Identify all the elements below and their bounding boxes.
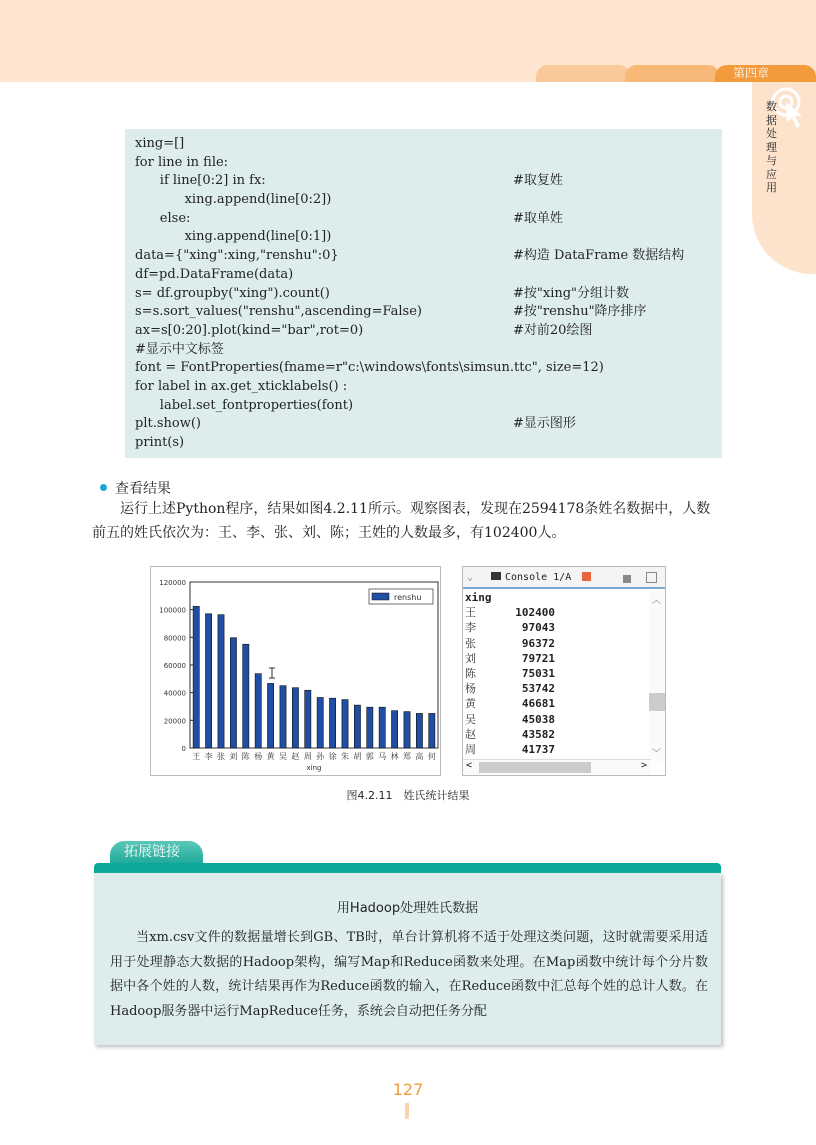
code-block: [125, 129, 722, 458]
x-tick-label: 周: [303, 752, 312, 761]
extension-title: 用Hadoop处理姓氏数据: [336, 901, 479, 916]
code-comment: #取复姓: [513, 173, 563, 189]
surname: 吴: [465, 712, 476, 726]
code-text: xing=[]: [135, 136, 185, 151]
code-comment: #按"renshu"降序排序: [513, 304, 647, 320]
code-line: [135, 210, 712, 229]
y-tick-label: 80000: [163, 634, 186, 643]
y-tick-label: 120000: [159, 579, 186, 587]
console-row: [465, 681, 555, 696]
code-line: [135, 135, 712, 154]
count: 53742: [521, 682, 555, 696]
count: 97043: [521, 621, 555, 635]
section-bullet: [100, 478, 171, 498]
y-tick-label: 100000: [159, 606, 186, 615]
code-text: s=s.sort_values("renshu",ascending=False): [135, 304, 422, 320]
code-text: else:: [135, 210, 191, 226]
surname: 周: [465, 742, 476, 756]
code-line: [135, 172, 712, 191]
code-text: plt.show(): [135, 416, 201, 432]
count: 96372: [521, 636, 555, 650]
bar: [255, 674, 261, 748]
code-comment: #按"xing"分组计数: [513, 285, 630, 301]
console-tab-label: Console 1/A: [505, 572, 572, 583]
console-row: [465, 727, 555, 742]
extension-bar: [94, 863, 721, 873]
surname: 黄: [465, 697, 476, 711]
bar: [379, 707, 385, 748]
code-text: ax=s[0:20].plot(kind="bar",rot=0): [135, 322, 364, 338]
x-tick-label: 郭: [365, 752, 374, 761]
scroll-thumb[interactable]: [479, 762, 591, 773]
chapter-tab: [625, 65, 720, 82]
x-tick-label: 马: [378, 752, 387, 761]
console-tab[interactable]: [463, 567, 665, 589]
bar: [404, 712, 410, 748]
x-tick-label: 胡: [353, 752, 362, 761]
y-tick-label: 20000: [163, 717, 186, 726]
code-line: [135, 434, 712, 453]
chart-svg: [151, 567, 442, 777]
console-icon: [491, 572, 501, 580]
code-text: if line[0:2] in fx:: [135, 173, 266, 189]
console-row: [465, 620, 555, 635]
menu-icon[interactable]: ⌄: [467, 572, 474, 583]
code-comment: #对前20绘图: [513, 322, 593, 338]
code-line: [135, 247, 712, 266]
bar: [292, 688, 298, 748]
count: 79721: [521, 651, 555, 665]
code-text: df=pd.DataFrame(data): [135, 266, 294, 282]
extension-text: 当xm.csv文件的数据量增长到GB、TB时，单台计算机将不适于处理这类问题，这时就需要采用适用于处理静态大数据的Hadoop架构，编写Map和Reduce函数来处理。在Map函数中统计每个分片数据中各个姓的人数，统计结果再作为Reduce函数的输入，在Reduce函数中汇总每个姓的总计人数。在Hadoop服务器中运行MapReduce任务，系统会自动把任务分配: [110, 930, 708, 1019]
bar: [392, 711, 398, 748]
x-tick-label: 王: [192, 752, 201, 761]
x-tick-label: 李: [204, 752, 213, 761]
code-text: s= df.groupby("xing").count(): [135, 285, 330, 301]
chapter-tab: [536, 65, 631, 82]
surname: 杨: [465, 682, 476, 696]
count: 46681: [521, 697, 555, 711]
x-tick-label: 徐: [328, 752, 337, 761]
code-line: [135, 303, 712, 322]
horizontal-scrollbar[interactable]: [463, 759, 651, 775]
bar: [429, 713, 435, 748]
bar: [280, 686, 286, 748]
x-tick-label: 何: [427, 752, 436, 761]
bullet-icon: [100, 484, 107, 491]
code-text: xing.append(line[0:2]): [135, 192, 332, 208]
x-tick-label: 刘: [229, 752, 238, 761]
code-line: [135, 415, 712, 434]
code-line: [135, 397, 712, 416]
count: 43582: [521, 727, 555, 741]
plot-area: [190, 582, 438, 748]
x-tick-label: 赵: [291, 752, 300, 761]
console-row: [465, 636, 555, 651]
scroll-down-icon[interactable]: ﹀: [652, 749, 662, 759]
console-output: [465, 590, 555, 757]
options-icon[interactable]: [646, 572, 657, 583]
console-row: [465, 696, 555, 711]
bar: [230, 638, 236, 748]
scroll-left-icon[interactable]: <: [466, 760, 473, 771]
y-tick-label: 60000: [163, 662, 186, 670]
page-number: 127: [392, 1080, 424, 1099]
code-text: data={"xing":xing,"renshu":0}: [135, 248, 339, 264]
console-row: [465, 712, 555, 727]
bar-chart: [150, 566, 441, 776]
code-text: label.set_fontproperties(font): [135, 397, 354, 413]
code-line: [135, 378, 712, 397]
code-line: [135, 341, 712, 360]
count: 45038: [521, 712, 555, 726]
x-axis-label: xing: [306, 764, 322, 772]
bar: [193, 606, 199, 748]
count: 75031: [521, 666, 555, 680]
bar: [317, 698, 323, 748]
x-tick-label: 杨: [254, 752, 263, 761]
bar: [354, 705, 360, 748]
code-line: [135, 266, 712, 285]
x-tick-label: 黄: [266, 752, 275, 761]
console-row: [465, 605, 555, 620]
surname: 陈: [465, 666, 476, 680]
surname: 李: [465, 621, 476, 635]
surname: 王: [465, 606, 476, 620]
chapter-tab-current: 第四章: [715, 65, 816, 82]
paragraph: 运行上述Python程序，结果如图4.2.11所示。观察图表，发现在2594178条姓名数据中，人数前五的姓氏依次为：王、李、张、刘、陈；王姓的人数最多，有102400人。: [92, 501, 711, 541]
surname: 张: [465, 636, 476, 650]
console-row: [465, 666, 555, 681]
count: 41737: [521, 742, 555, 756]
bar: [330, 698, 336, 748]
stop-icon[interactable]: [623, 575, 631, 583]
code-text: print(s): [135, 435, 185, 450]
count: 102400: [515, 606, 555, 620]
extension-box: [94, 873, 721, 1045]
bar: [305, 690, 311, 748]
x-tick-label: 孙: [316, 752, 325, 761]
x-tick-label: 郑: [403, 752, 411, 761]
code-text: font = FontProperties(fname=r"c:\windows\fonts\simsun.ttc", size=12): [135, 360, 604, 376]
x-tick-label: 吴: [279, 752, 287, 761]
x-tick-label: 张: [217, 752, 225, 761]
console-panel: [462, 566, 666, 776]
code-comment: #取单姓: [513, 210, 563, 226]
x-tick-label: 高: [415, 752, 424, 761]
code-comment: #显示图形: [513, 416, 576, 432]
y-tick-label: 0: [181, 745, 186, 753]
code-line: [135, 154, 712, 173]
page-marker: [405, 1103, 409, 1119]
code-text: for label in ax.get_xticklabels() :: [135, 378, 348, 394]
console-row: [465, 651, 555, 666]
vertical-scrollbar[interactable]: [649, 591, 665, 761]
console-row: [465, 742, 555, 757]
scroll-thumb[interactable]: [649, 693, 665, 711]
code-line: [135, 228, 712, 247]
code-text: #显示中文标签: [135, 341, 224, 357]
side-title: 数据处理与应用: [766, 100, 777, 194]
bar: [268, 683, 274, 748]
code-line: [135, 359, 712, 378]
y-tick-label: 40000: [163, 689, 186, 698]
code-line: [135, 191, 712, 210]
legend-swatch: [372, 593, 389, 600]
code-text: for line in file:: [135, 154, 229, 170]
x-tick-label: 朱: [341, 752, 349, 761]
extension-tab: 拓展链接: [110, 841, 203, 867]
close-icon[interactable]: [582, 572, 591, 581]
bar: [243, 644, 249, 748]
x-tick-label: 林: [390, 752, 399, 761]
legend-label: renshu: [394, 593, 422, 602]
surname: 赵: [465, 727, 476, 741]
bullet-text: 查看结果: [115, 481, 171, 497]
code-text: xing.append(line[0:1]): [135, 229, 332, 245]
bar: [416, 713, 422, 748]
bar: [367, 707, 373, 748]
code-line: [135, 285, 712, 304]
scroll-right-icon[interactable]: >: [640, 760, 647, 771]
figure-caption: 图4.2.11 姓氏统计结果: [346, 789, 470, 802]
bar: [218, 615, 224, 748]
console-header: xing: [465, 591, 492, 604]
code-comment: #构造 DataFrame 数据结构: [513, 248, 685, 264]
bar: [206, 614, 212, 748]
scroll-up-icon[interactable]: ︿: [652, 596, 662, 606]
code-line: [135, 322, 712, 341]
x-tick-label: 陈: [241, 752, 250, 761]
bar: [342, 700, 348, 748]
surname: 刘: [465, 651, 476, 665]
